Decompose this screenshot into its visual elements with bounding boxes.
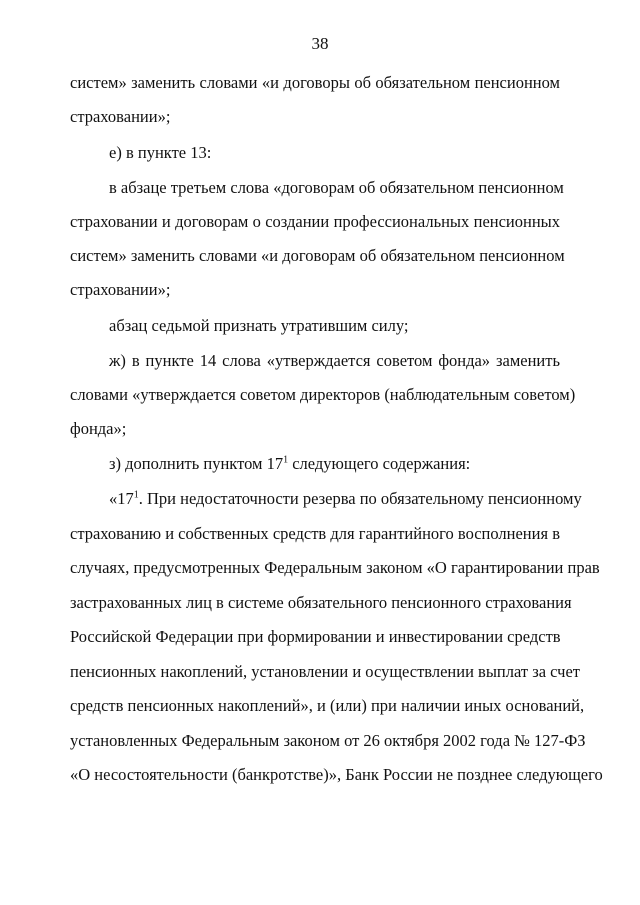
text-fragment: следующего содержания: <box>288 454 471 473</box>
superscript: 1 <box>283 454 289 466</box>
page-number: 38 <box>311 34 329 53</box>
text-line: в абзаце третьем слова «договорам об обязательном пенсионном <box>109 178 564 197</box>
text-line: е) в пункте 13: <box>109 143 212 162</box>
text-line: «О несостоятельности (банкротстве)», Банк России не позднее следующего <box>70 765 603 784</box>
text-line: случаях, предусмотренных Федеральным законом «О гарантировании прав <box>70 558 600 577</box>
text-line: систем» заменить словами «и договорам об обязательном пенсионном <box>70 246 565 265</box>
text-line <box>109 454 560 474</box>
text-fragment: . При недостаточности резерва по обязательному пенсионному <box>138 489 582 508</box>
text-line: страховании»; <box>70 107 171 126</box>
text-line: фонда»; <box>70 419 127 438</box>
text-line: пенсионных накоплений, установлении и осуществлении выплат за счет <box>70 662 581 681</box>
text-fragment: «17 <box>109 489 134 508</box>
text-line: абзац седьмой признать утратившим силу; <box>109 316 409 335</box>
text-line <box>109 489 582 509</box>
text-line: словами «утверждается советом директоров (наблюдательным советом) <box>70 385 576 404</box>
text-line: средств пенсионных накоплений», и (или) при наличии иных оснований, <box>70 696 585 715</box>
text-line: страховании и договорам о создании профессиональных пенсионных <box>70 212 560 231</box>
text-line: страховании»; <box>70 280 171 299</box>
text-line: Российской Федерации при формировании и инвестировании средств <box>70 627 561 646</box>
text-line: установленных Федеральным законом от 26 октября 2002 года № 127-ФЗ <box>70 731 586 750</box>
text-line: систем» заменить словами «и договоры об обязательном пенсионном <box>70 73 560 92</box>
text-line: застрахованных лиц в системе обязательного пенсионного страхования <box>70 593 572 612</box>
text-fragment: з) дополнить пунктом 17 <box>109 454 284 473</box>
text-line: страхованию и собственных средств для гарантийного восполнения в <box>70 524 560 543</box>
text-line: ж) в пункте 14 слова «утверждается советом фонда» заменить <box>109 351 560 370</box>
superscript: 1 <box>133 489 139 501</box>
